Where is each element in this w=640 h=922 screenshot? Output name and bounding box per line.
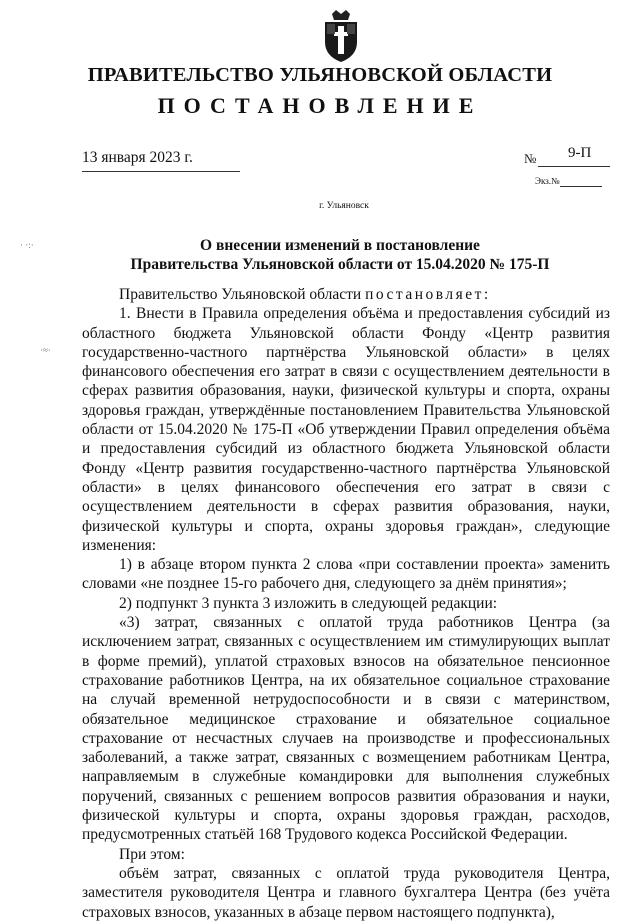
number-underline	[538, 166, 610, 167]
organization-name: ПРАВИТЕЛЬСТВО УЛЬЯНОВСКОЙ ОБЛАСТИ	[87, 64, 553, 86]
document-body	[82, 285, 610, 922]
copy-number-label: Экз.№	[535, 176, 560, 186]
intro-paragraph: Правительство Ульяновской области постановляет:	[119, 286, 491, 303]
volume-paragraph: объём затрат, связанных с оплатой труда руководителя Центра, заместителя руководителя Центра и главного бухгалтера Центра (без учёта страховых взносов, указанных в абзаце первом настоящего подпункта),	[82, 864, 610, 921]
copy-number-underline	[560, 186, 602, 187]
document-number: 9-П	[568, 145, 592, 161]
subitem-2-paragraph: 2) подпункт 3 пункта 3 изложить в следующей редакции:	[119, 594, 498, 612]
quoted-subitem-3-paragraph: «3) затрат, связанных с оплатой труда работников Центра (за исключением затрат, связанных с осуществлением им стимулирующих выплат в форме премий), уплатой страховых взносов на обязательное пенсионное страхование работников Центра, на их обязательное социальное страхование на случай временной нетрудоспособности и в связи с материнством, обязательное медицинское страхование и обязательное социальное страхование от несчастных случаев на производстве и профессиональных заболеваний, а также затрат, связанных с возмещением работникам Центра, направляемым в служебные командировки для выполнения служебных поручений, связанных с решением вопросов развития образования и науки, физической культуры и спорта, охраны здоровья граждан, расходов, предусмотренных статьёй 168 Трудового кодекса Российской Федерации.	[82, 614, 610, 844]
document-title	[90, 236, 590, 274]
item-1-paragraph: 1. Внести в Правила определения объёма и предоставления субсидий из областного бюджета Ульяновской области Фонду «Центр развития государственно-частного партнёрства Ульяновской области» в целях финансового обеспечения его затрат в связи с осуществлением деятельности в сферах развития образования, науки, физической культуры и спорта, охраны здоровья граждан, утверждённые постановлением Правительства Ульяновской области от 15.04.2020 № 175-П «Об утверждении Правил определения объёма и предоставления субсидий из областного бюджета Ульяновской области Фонду «Центр развития государственно-частного партнёрства Ульяновской области» в целях финансового обеспечения его затрат в связи с осуществлением деятельности в сферах развития образования, науки, физической культуры и спорта, охраны здоровья граждан», следующие изменения:	[82, 305, 610, 554]
scan-speck: · ·:·	[20, 240, 34, 250]
title-line-2: Правительства Ульяновской области от 15.04.2020 № 175-П	[130, 256, 550, 273]
coat-of-arms-icon	[322, 8, 360, 64]
at-that-paragraph: При этом:	[119, 845, 185, 863]
intro-keyword: постановляет:	[365, 286, 491, 303]
document-date: 13 января 2023 г.	[82, 149, 193, 166]
subitem-1-paragraph: 1) в абзаце втором пункта 2 слова «при составлении проекта» заменить словами «не позднее 15-го рабочего дня, следующего за днём принятия»;	[82, 556, 610, 593]
city: г. Ульяновск	[319, 201, 369, 211]
date-underline	[82, 171, 240, 172]
document-type: ПОСТАНОВЛЕНИЕ	[157, 93, 483, 118]
number-sign: №	[524, 151, 537, 166]
title-line-1: О внесении изменений в постановление	[200, 237, 480, 254]
scan-speck: ·≈·	[40, 345, 51, 355]
